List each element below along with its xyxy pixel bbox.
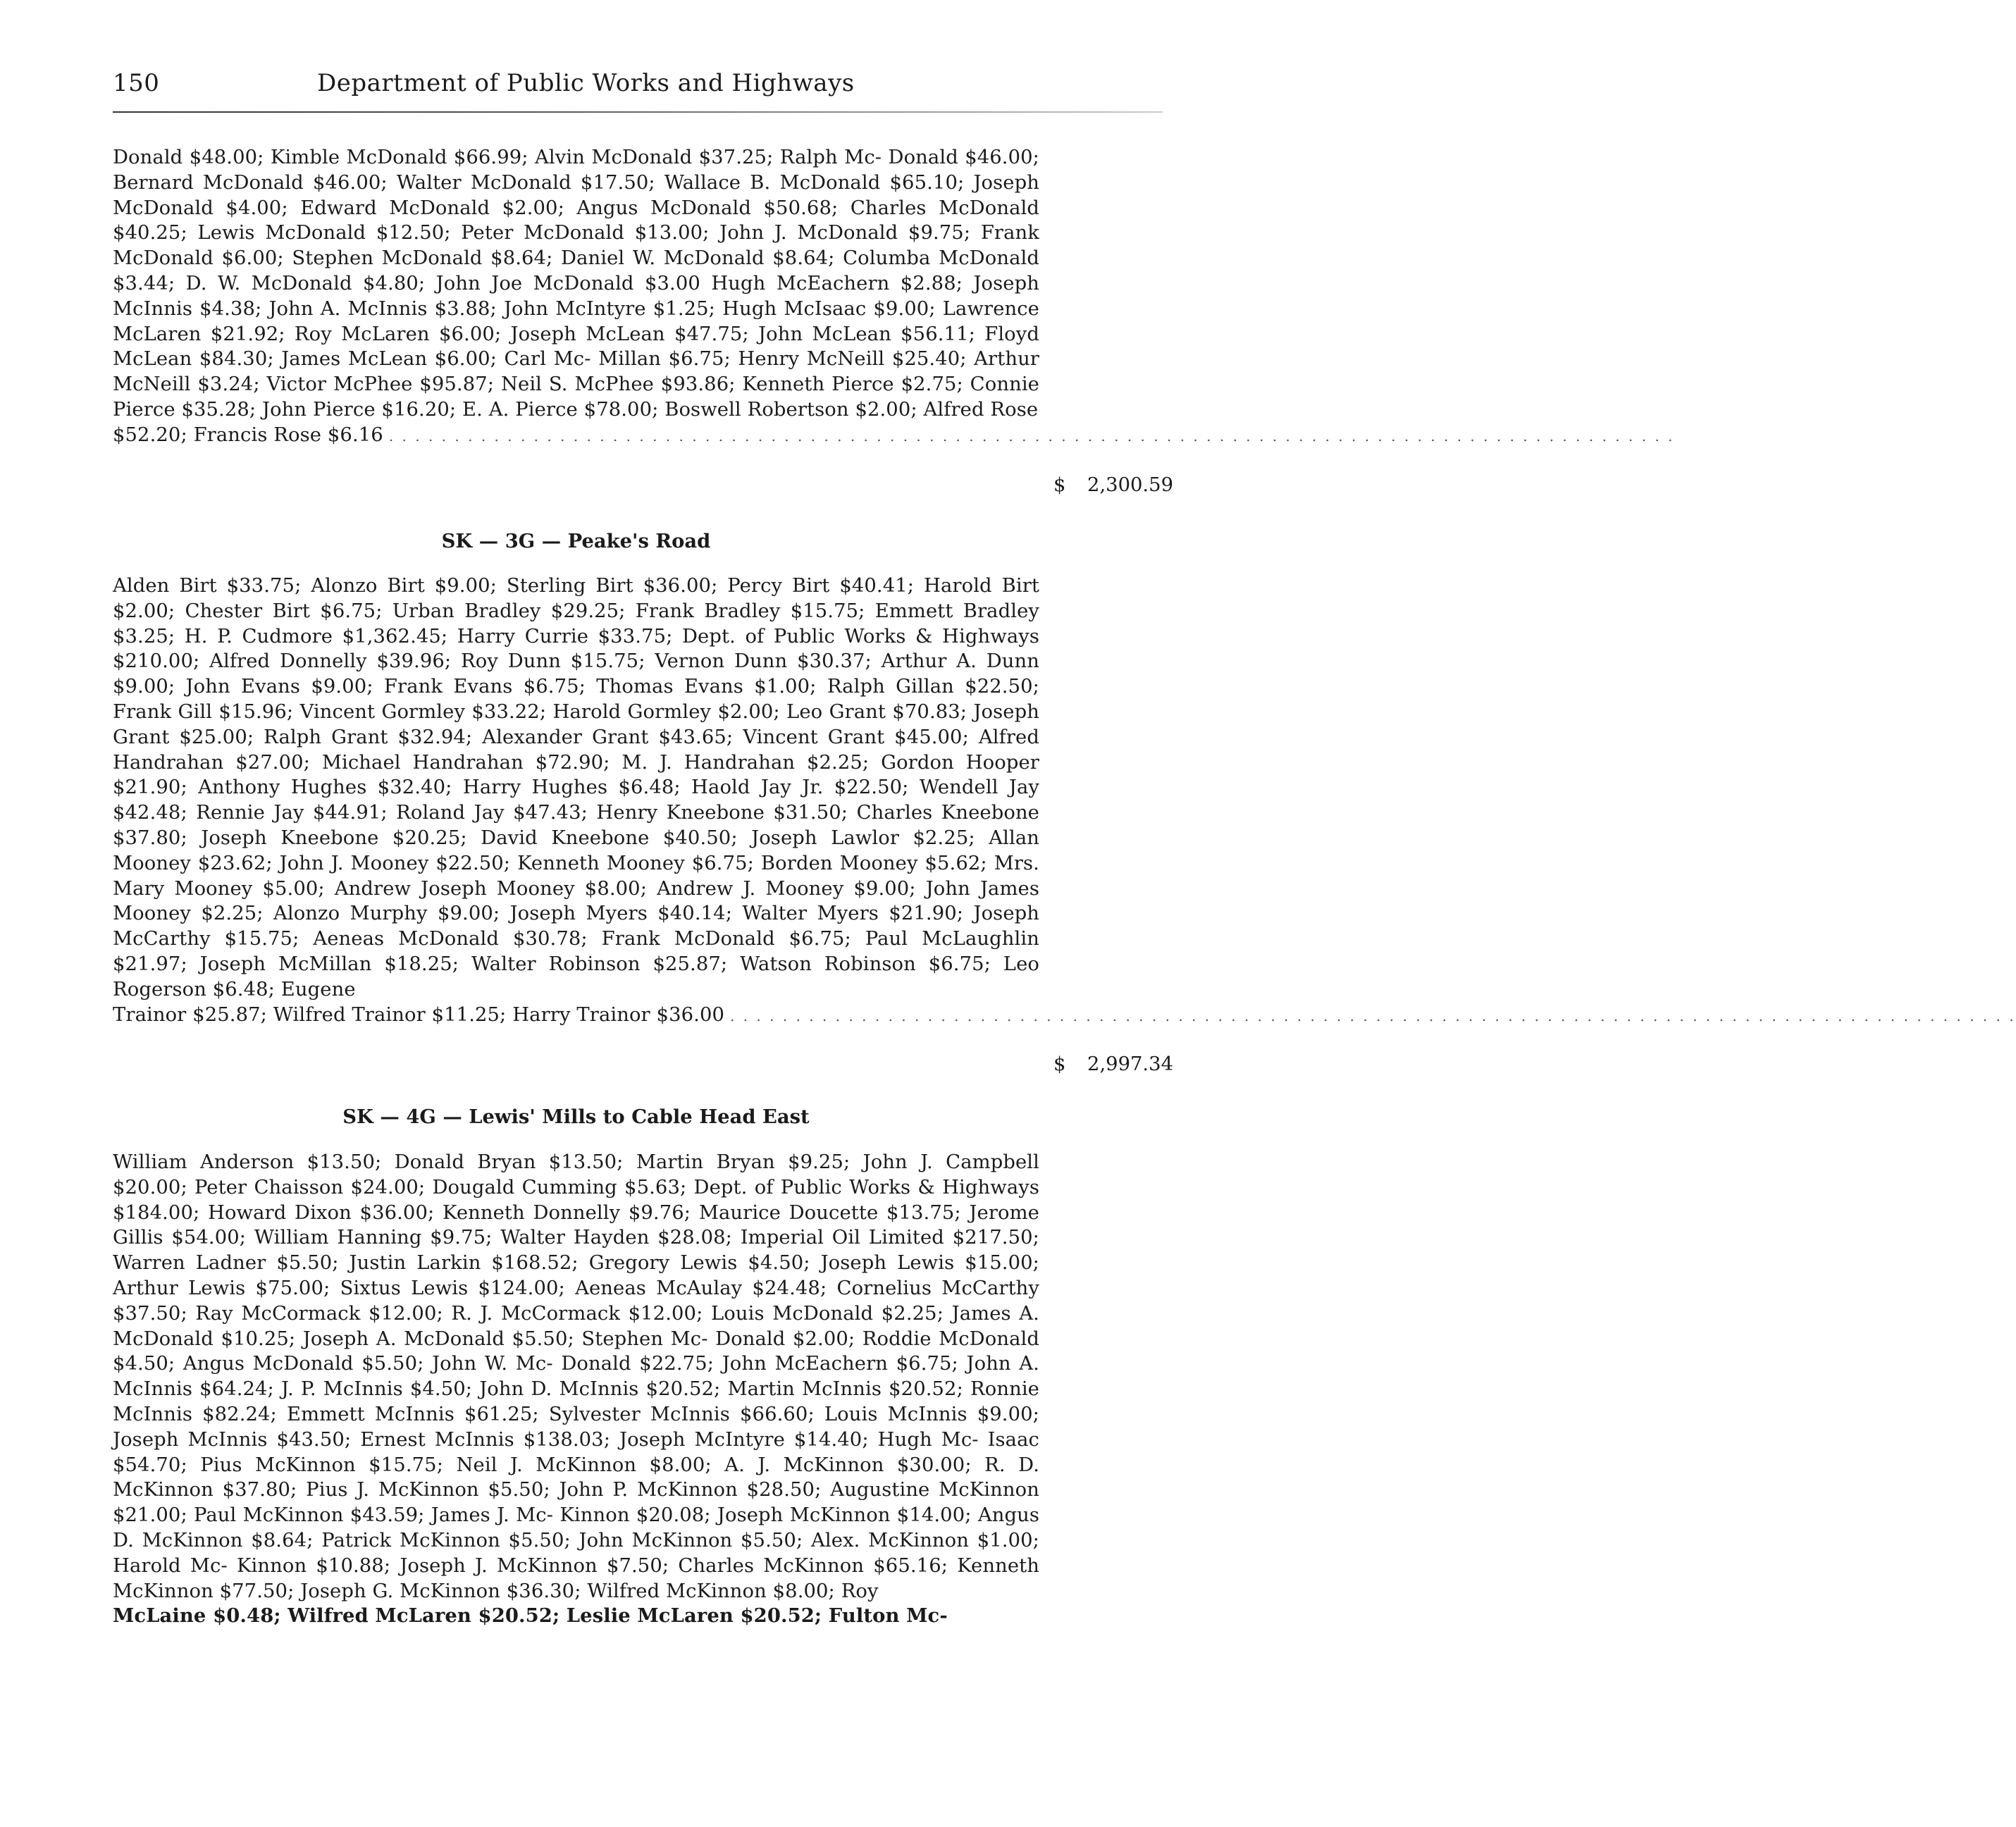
dot-leader: . . . . . . . . . . . . . . . . . . . . . . . . . . . . . . . . . . . . . . . . . . . . . . . . . . . . . . . . . . . . . . . . . . . . . . . . . . . . . . . . . . . . . . . . . . . . . . . . . . bbox=[730, 1007, 2016, 1024]
header-rule bbox=[113, 111, 1163, 113]
entry-last-line bbox=[113, 1604, 1039, 1629]
entry-body: Donald $48.00; Kimble McDonald $66.99; Alvin McDonald $37.25; Ralph Mc- Donald $46.00; Bernard McDonald $46.00; Walter McDonald $17.50; Wallace B. McDonald $65.10; Joseph McDonald $4.00; Edward McDonald $2.00; Angus McDonald $50.68; Charles McDonald $40.25; Lewis McDonald $12.50; Peter McDonald $13.00; John J. McDonald $9.75; Frank McDonald $6.00; Stephen McDonald $8.64; Daniel W. McDonald $8.64; Columba McDonald $3.44; D. W. McDonald $4.80; John Joe McDonald $3.00 Hugh McEachern $2.88; Joseph McInnis $4.38; John A. McInnis $3.88; John McIntyre $1.25; Hugh McIsaac $9.00; Lawrence McLaren $21.92; Roy McLaren $6.00; Joseph McLean $47.75; John McLean $56.11; Floyd McLean $84.30; James McLean $6.00; Carl Mc- Millan $6.75; Henry McNeill $25.40; Arthur McNeill $3.24; Victor McPhee $95.87; Neil S. McPhee $93.86; Kenneth Pierce $2.75; Connie Pierce $35.28; John Pierce $16.20; E. A. Pierce $78.00; Boswell Robertson $2.00; Alfred Rose bbox=[113, 147, 1039, 421]
entry-last-line-text: $52.20; Francis Rose $6.16 bbox=[113, 423, 383, 446]
total-amount: 2,300.59 bbox=[1087, 474, 1173, 496]
currency-symbol: $ bbox=[1053, 474, 1066, 496]
section-heading-peakes-road: SK — 3G — Peake's Road bbox=[441, 530, 711, 552]
entry-last-line bbox=[113, 1003, 2016, 1029]
entry-last-line-text: McLaine $0.48; Wilfred McLaren $20.52; Leslie McLaren $20.52; Fulton Mc- bbox=[113, 1604, 948, 1628]
entry-body: Alden Birt $33.75; Alonzo Birt $9.00; Sterling Birt $36.00; Percy Birt $40.41; Harold Birt $2.00; Chester Birt $6.75; Urban Bradley $29.25; Frank Bradley $15.75; Emmett Bradley $3.25; H. P. Cudmore $1,362.45; Harry Currie $33.75; Dept. of Public Works & Highways $210.00; Alfred Donnelly $39.96; Roy Dunn $15.75; Vernon Dunn $30.37; Arthur A. Dunn $9.00; John Evans $9.00; Frank Evans $6.75; Thomas Evans $1.00; Ralph Gillan $22.50; Frank Gill $15.96; Vincent Gormley $33.22; Harold Gormley $2.00; Leo Grant $70.83; Joseph Grant $25.00; Ralph Grant $32.94; Alexander Grant $43.65; Vincent Grant $45.00; Alfred Handrahan $27.00; Michael Handrahan $72.90; M. J. Handrahan $2.25; Gordon Hooper $21.90; Anthony Hughes $32.40; Harry Hughes $6.48; Haold Jay Jr. $22.50; Wendell Jay $42.48; Rennie Jay $44.91; Roland Jay $47.43; Henry Kneebone $31.50; Charles Kneebone $37.80; Joseph Kneebone $20.25; David Kneebone $40.50; Joseph Lawlor $2.25; Allan Mooney $23.62; John J. Mooney $22.50; Kenneth Mooney $6.75; Borden Mooney $5.62; Mrs. Mary Mooney $5.00; Andrew Joseph Mooney $8.00; Andrew J. Mooney $9.00; John James Mooney $2.25; Alonzo Murphy $9.00; Joseph Myers $40.14; Walter Myers $21.90; Joseph McCarthy $15.75; Aeneas McDonald $30.78; Frank McDonald $6.75; Paul McLaughlin $21.97; Joseph McMillan $18.25; Walter Robinson $25.87; Watson Robinson $6.75; Leo Rogerson $6.48; Eugene bbox=[113, 575, 1039, 1001]
entry-last-line-text: Trainor $25.87; Wilfred Trainor $11.25; Harry Trainor $36.00 bbox=[113, 1003, 725, 1026]
section-entry-lewis-mills bbox=[113, 1150, 1039, 1629]
section-total bbox=[1053, 473, 1173, 498]
section-entry-peakes-road bbox=[113, 574, 2016, 1029]
dot-leader: . . . . . . . . . . . . . . . . . . . . . . . . . . . . . . . . . . . . . . . . . . . . . . . . . . . . . . . . . . . . . . . . . . . . . . . . . . . . . . . . . . . . . . . . . . . . . . . . . . bbox=[388, 427, 1675, 445]
running-head bbox=[113, 69, 1163, 106]
section-entry-continuation bbox=[113, 145, 1675, 450]
section-total bbox=[1053, 1052, 1173, 1077]
currency-symbol: $ bbox=[1053, 1053, 1066, 1075]
page-title: Department of Public Works and Highways bbox=[317, 69, 855, 97]
page-number: 150 bbox=[113, 69, 160, 97]
entry-body: William Anderson $13.50; Donald Bryan $13.50; Martin Bryan $9.25; John J. Campbell $20.00; Peter Chaisson $24.00; Dougald Cumming $5.63; Dept. of Public Works & Highways $184.00; Howard Dixon $36.00; Kenneth Donnelly $9.76; Maurice Doucette $13.75; Jerome Gillis $54.00; William Hanning $9.75; Walter Hayden $28.08; Imperial Oil Limited $217.50; Warren Ladner $5.50; Justin Larkin $168.52; Gregory Lewis $4.50; Joseph Lewis $15.00; Arthur Lewis $75.00; Sixtus Lewis $124.00; Aeneas McAulay $24.48; Cornelius McCarthy $37.50; Ray McCormack $12.00; R. J. McCormack $12.00; Louis McDonald $2.25; James A. McDonald $10.25; Joseph A. McDonald $5.50; Stephen Mc- Donald $2.00; Roddie McDonald $4.50; Angus McDonald $5.50; John W. Mc- Donald $22.75; John McEachern $6.75; John A. McInnis $64.24; J. P. McInnis $4.50; John D. McInnis $20.52; Martin McInnis $20.52; Ronnie McInnis $82.24; Emmett McInnis $61.25; Sylvester McInnis $66.60; Louis McInnis $9.00; Joseph McInnis $43.50; Ernest McInnis $138.03; Joseph McIntyre $14.40; Hugh Mc- Isaac $54.70; Pius McKinnon $15.75; Neil J. McKinnon $8.00; A. J. McKinnon $30.00; R. D. McKinnon $37.80; Pius J. McKinnon $5.50; John P. McKinnon $28.50; Augustine McKinnon $21.00; Paul McKinnon $43.59; James J. Mc- Kinnon $20.08; Joseph McKinnon $14.00; Angus D. McKinnon $8.64; Patrick McKinnon $5.50; John McKinnon $5.50; Alex. McKinnon $1.00; Harold Mc- Kinnon $10.88; Joseph J. McKinnon $7.50; Charles McKinnon $65.16; Kenneth McKinnon $77.50; Joseph G. McKinnon $36.30; Wilfred McKinnon $8.00; Roy bbox=[113, 1151, 1039, 1602]
entry-last-line bbox=[113, 423, 1675, 450]
total-amount: 2,997.34 bbox=[1087, 1053, 1173, 1075]
section-heading-lewis-mills: SK — 4G — Lewis' Mills to Cable Head East bbox=[342, 1106, 810, 1128]
